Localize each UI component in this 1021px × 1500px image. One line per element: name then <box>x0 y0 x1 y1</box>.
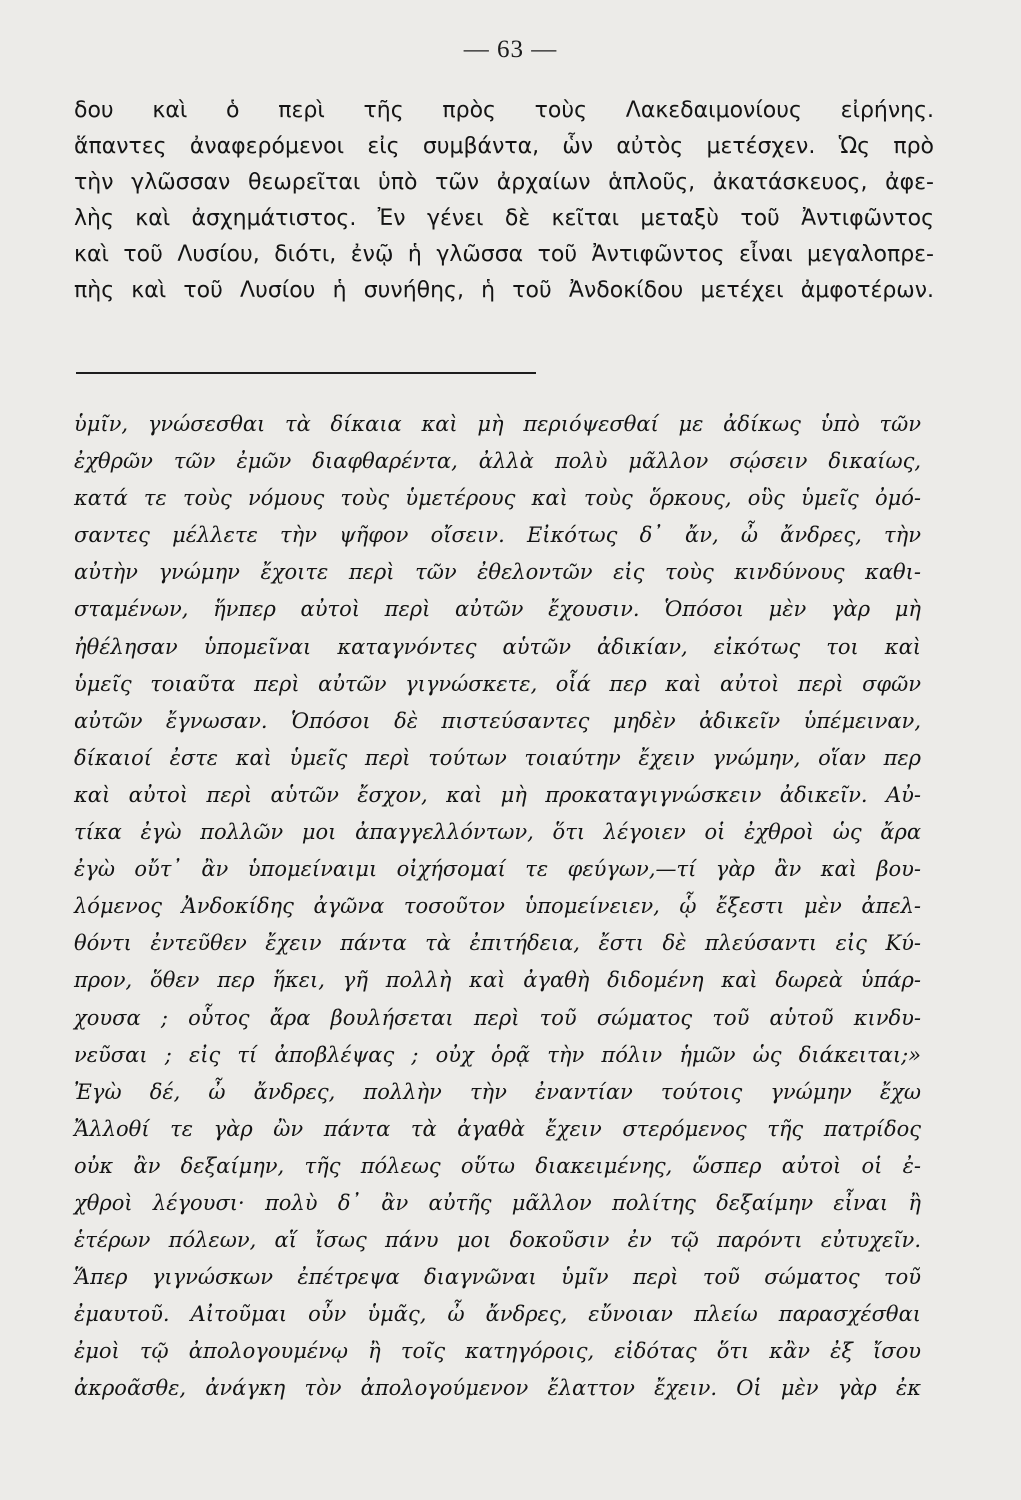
text-line: ἐμαυτοῦ. Αἰτοῦμαι οὖν ὑμᾶς, ὦ ἄνδρες, εὔνοιαν πλείω παρασχέσθαι <box>74 1302 921 1327</box>
text-line: λόμενος Ἀνδοκίδης ἀγῶνα τοσοῦτον ὑπομείνειεν, ᾧ ἔξεστι μὲν ἀπελ- <box>74 894 921 919</box>
intro-line: καὶ τοῦ Λυσίου, διότι, ἐνῷ ἡ γλῶσσα τοῦ Ἀντιφῶντος εἶναι μεγαλοπρε- <box>74 242 934 267</box>
text-line: ἠθέλησαν ὑπομεῖναι καταγνόντες αὑτῶν ἀδικίαν, εἰκότως τοι καὶ <box>74 634 921 659</box>
text-line: νεῦσαι ; εἰς τί ἀποβλέψας ; οὐχ ὁρᾷ τὴν πόλιν ἡμῶν ὡς διάκειται;» <box>74 1042 921 1067</box>
text-line: ὑμῖν, γνώσεσθαι τὰ δίκαια καὶ μὴ περιόψεσθαί με ἀδίκως ὑπὸ τῶν <box>74 412 921 436</box>
text-line: δίκαιοί ἐστε καὶ ὑμεῖς περὶ τούτων τοιαύτην ἔχειν γνώμην, οἵαν περ <box>74 745 921 770</box>
text-line: ἀκροᾶσθε, ἀνάγκη τὸν ἀπολογούμενον ἔλαττον ἔχειν. Οἱ μὲν γὰρ ἐκ <box>74 1376 921 1401</box>
text-line: ἐχθρῶν τῶν ἐμῶν διαφθαρέντα, ἀλλὰ πολὺ μᾶλλον σῴσειν δικαίως, <box>74 449 921 474</box>
text-line: σαντες μέλλετε τὴν ψῆφον οἴσειν. Εἰκότως δ᾽ ἄν, ὦ ἄνδρες, τὴν <box>74 523 921 548</box>
text-line: οὐκ ἂν δεξαίμην, τῆς πόλεως οὕτω διακειμένης, ὥσπερ αὐτοὶ οἱ ἐ- <box>74 1153 921 1178</box>
text-line: κατά τε τοὺς νόμους τοὺς ὑμετέρους καὶ τοὺς ὅρκους, οὓς ὑμεῖς ὀμό- <box>74 486 921 511</box>
text-line: Ἐγὼ δέ, ὦ ἄνδρες, πολλὴν τὴν ἐναντίαν τούτοις γνώμην ἔχω <box>74 1079 921 1104</box>
intro-line: ἅπαντες ἀναφερόμενοι εἰς συμβάντα, ὧν αὐτὸς μετέσχεν. Ὡς πρὸ <box>74 134 934 159</box>
page-number: — 63 — <box>463 36 558 63</box>
text-line: ἑτέρων πόλεων, αἵ ἴσως πάνυ μοι δοκοῦσιν ἐν τῷ παρόντι εὐτυχεῖν. <box>74 1228 921 1253</box>
text-line: χθροὶ λέγουσι· πολὺ δ᾽ ἂν αὐτῆς μᾶλλον πολίτης δεξαίμην εἶναι ἢ <box>74 1190 921 1215</box>
intro-line: πὴς καὶ τοῦ Λυσίου ἡ συνήθης, ἡ τοῦ Ἀνδοκίδου μετέχει ἀμφοτέρων. <box>74 278 934 303</box>
text-line: θόντι ἐντεῦθεν ἔχειν πάντα τὰ ἐπιτήδεια, ἔστι δὲ πλεύσαντι εἰς Κύ- <box>74 931 921 956</box>
section-divider <box>76 372 536 374</box>
intro-paragraph <box>74 93 934 309</box>
intro-line: δου καὶ ὁ περὶ τῆς πρὸς τοὺς Λακεδαιμονίους εἰρήνης. <box>74 98 934 123</box>
intro-line: λὴς καὶ ἀσχημάτιστος. Ἐν γένει δὲ κεῖται μεταξὺ τοῦ Ἀντιφῶντος <box>74 206 934 231</box>
text-line: καὶ αὐτοὶ περὶ αὑτῶν ἔσχον, καὶ μὴ προκαταγιγνώσκειν ἀδικεῖν. Αὐ- <box>74 782 921 807</box>
greek-text-passage <box>74 406 921 1408</box>
text-line: ἐμοὶ τῷ ἀπολογουμένῳ ἢ τοῖς κατηγόροις, εἰδότας ὅτι κἂν ἐξ ἴσου <box>74 1339 921 1364</box>
text-line: αὐτὴν γνώμην ἔχοιτε περὶ τῶν ἐθελοντῶν εἰς τοὺς κινδύνους καθι- <box>74 560 921 585</box>
text-line: αὐτῶν ἔγνωσαν. Ὁπόσοι δὲ πιστεύσαντες μηδὲν ἀδικεῖν ὑπέμειναν, <box>74 708 921 733</box>
text-line: ὑμεῖς τοιαῦτα περὶ αὐτῶν γιγνώσκετε, οἷά περ καὶ αὐτοὶ περὶ σφῶν <box>74 671 921 696</box>
text-line: προν, ὅθεν περ ἥκει, γῆ πολλὴ καὶ ἀγαθὴ διδομένη καὶ δωρεὰ ὑπάρ- <box>74 968 921 993</box>
text-line: Ἄλλοθί τε γὰρ ὢν πάντα τὰ ἀγαθὰ ἔχειν στερόμενος τῆς πατρίδος <box>74 1116 921 1141</box>
intro-line: τὴν γλῶσσαν θεωρεῖται ὑπὸ τῶν ἀρχαίων ἁπλοῦς, ἀκατάσκευος, ἀφε- <box>74 170 934 195</box>
text-line: σταμένων, ἥνπερ αὐτοὶ περὶ αὐτῶν ἔχουσιν. Ὁπόσοι μὲν γὰρ μὴ <box>74 597 921 622</box>
text-line: χουσα ; οὗτος ἄρα βουλήσεται περὶ τοῦ σώματος τοῦ αὑτοῦ κινδυ- <box>74 1005 921 1030</box>
text-line: τίκα ἐγὼ πολλῶν μοι ἀπαγγελλόντων, ὅτι λέγοιεν οἱ ἐχθροὶ ὡς ἄρα <box>74 820 921 845</box>
text-line: Ἅπερ γιγνώσκων ἐπέτρεψα διαγνῶναι ὑμῖν περὶ τοῦ σώματος τοῦ <box>74 1265 921 1290</box>
text-line: ἐγὼ οὔτ᾽ ἂν ὑπομείναιμι οἰχήσομαί τε φεύγων,—τί γὰρ ἂν καὶ βου- <box>74 857 921 882</box>
